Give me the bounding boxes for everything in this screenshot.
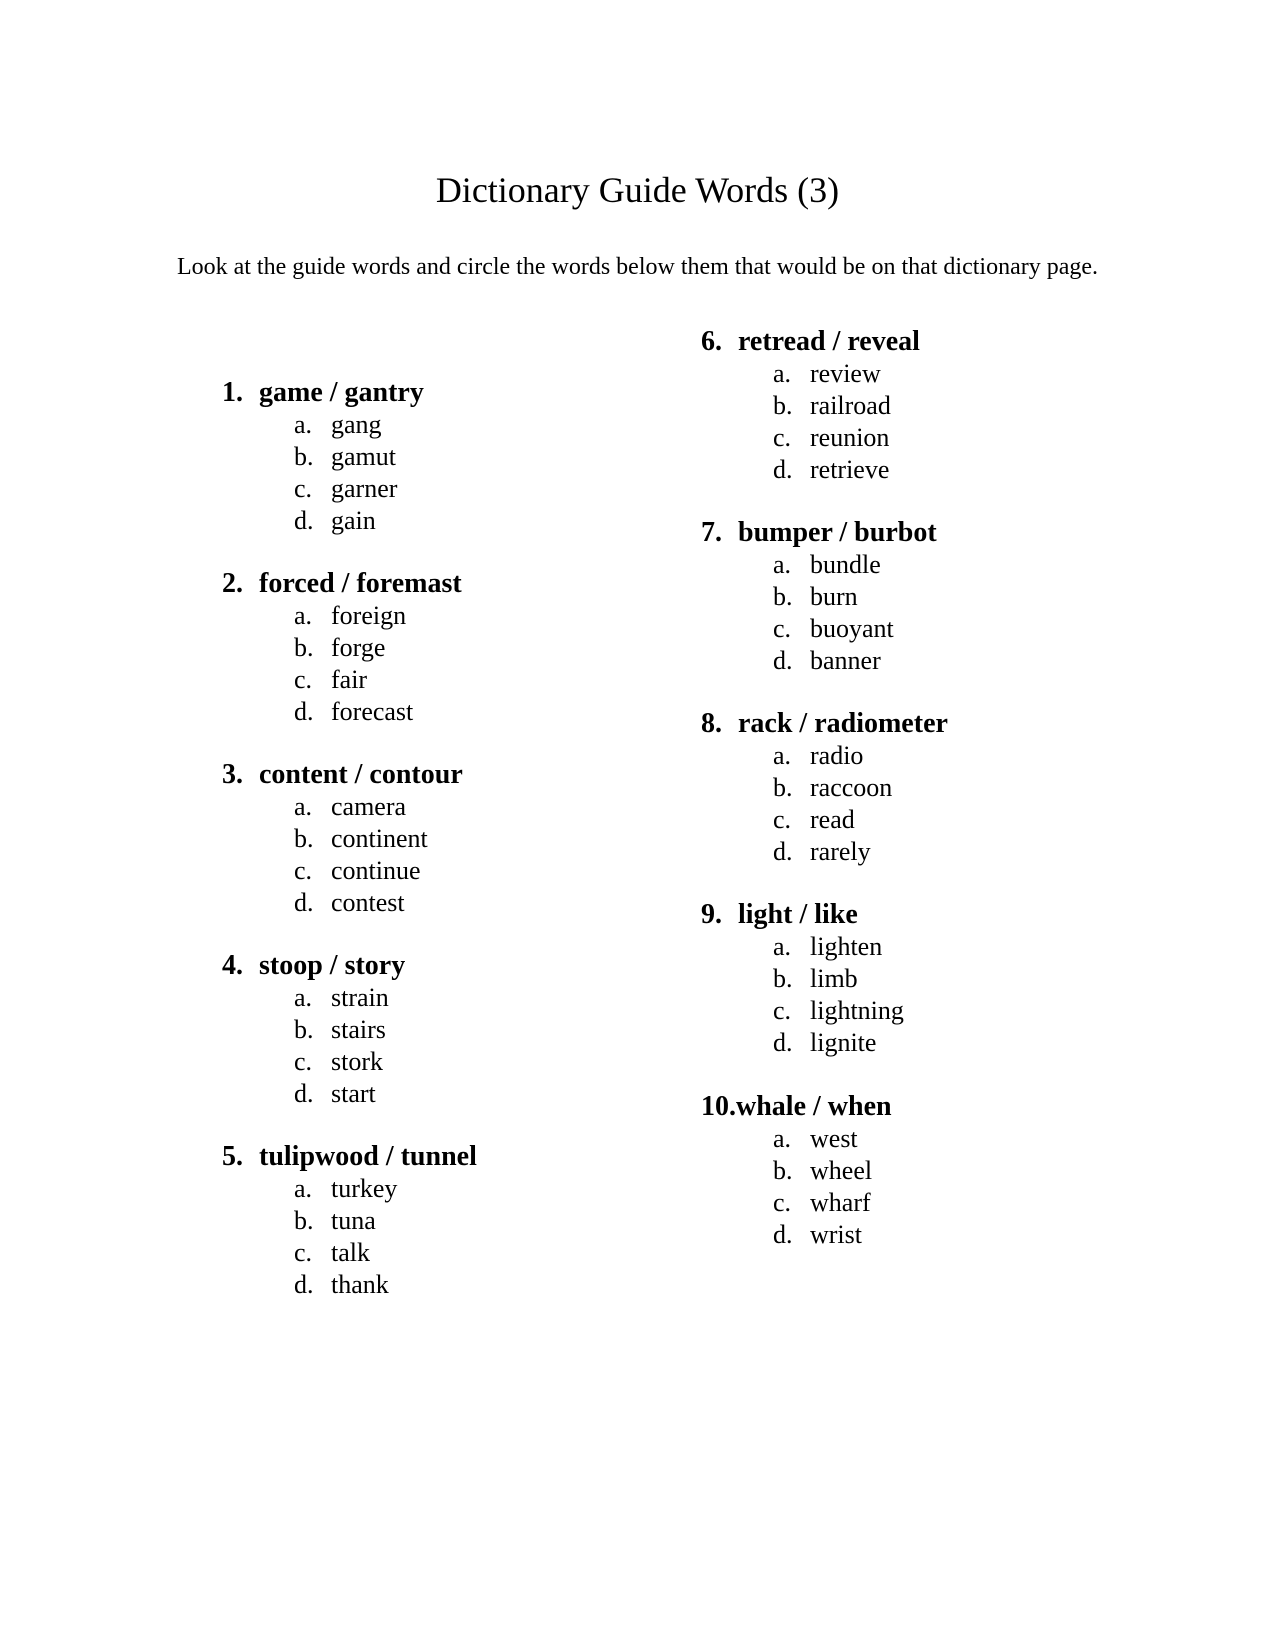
option-a[interactable] <box>701 931 1221 963</box>
option-word[interactable]: gamut <box>331 442 396 471</box>
option-word[interactable]: contest <box>331 888 405 917</box>
question-8 <box>701 708 1221 868</box>
option-word[interactable]: wharf <box>810 1188 871 1217</box>
option-b[interactable] <box>701 772 1221 804</box>
option-word[interactable]: forge <box>331 633 386 662</box>
option-c[interactable] <box>222 473 742 505</box>
option-word[interactable]: start <box>331 1079 376 1108</box>
guide-words: content / contour <box>259 759 463 790</box>
option-word[interactable]: fair <box>331 665 368 694</box>
option-word[interactable]: retrieve <box>810 455 890 484</box>
question-heading <box>222 759 742 791</box>
option-c[interactable] <box>701 422 1221 454</box>
guide-words: bumper / burbot <box>738 517 937 548</box>
option-word[interactable]: tuna <box>331 1206 376 1235</box>
question-7 <box>701 517 1221 677</box>
question-9 <box>701 899 1221 1059</box>
guide-words: rack / radiometer <box>738 708 948 739</box>
option-d[interactable] <box>222 1269 742 1301</box>
guide-words: retread / reveal <box>738 326 920 357</box>
option-letter: c. <box>294 665 313 694</box>
option-letter: d. <box>773 455 793 484</box>
option-letter: d. <box>773 837 793 866</box>
option-b[interactable] <box>701 1155 1221 1187</box>
option-word[interactable]: camera <box>331 792 407 821</box>
option-letter: b. <box>294 1206 314 1235</box>
option-word[interactable]: gang <box>331 410 382 439</box>
option-letter: b. <box>294 824 314 853</box>
guide-words: forced / foremast <box>259 568 462 599</box>
option-letter: a. <box>773 1124 792 1153</box>
question-heading <box>222 1141 742 1173</box>
option-list <box>701 931 1221 1059</box>
guide-words: stoop / story <box>259 950 406 981</box>
option-letter: d. <box>294 888 314 917</box>
option-d[interactable] <box>222 887 742 919</box>
option-d[interactable] <box>222 505 742 537</box>
option-letter: b. <box>773 582 793 611</box>
option-word[interactable]: gain <box>331 506 376 535</box>
option-letter: d. <box>773 1220 793 1249</box>
option-word[interactable]: stairs <box>331 1015 386 1044</box>
guide-words: tulipwood / tunnel <box>259 1141 477 1172</box>
option-word[interactable]: forecast <box>331 697 414 726</box>
option-word[interactable]: read <box>810 805 855 834</box>
option-letter: c. <box>773 614 792 643</box>
option-b[interactable] <box>701 390 1221 422</box>
option-d[interactable] <box>222 696 742 728</box>
option-word[interactable]: wrist <box>810 1220 862 1249</box>
option-word[interactable]: burn <box>810 582 858 611</box>
question-heading <box>701 899 1221 931</box>
option-word[interactable]: limb <box>810 964 858 993</box>
option-word[interactable]: strain <box>331 983 389 1012</box>
option-d[interactable] <box>222 1078 742 1110</box>
question-number: 5. <box>222 1141 243 1172</box>
option-word[interactable]: lighten <box>810 932 883 961</box>
option-d[interactable] <box>701 645 1221 677</box>
option-letter: d. <box>294 1270 314 1299</box>
option-word[interactable]: banner <box>810 646 881 675</box>
option-word[interactable]: talk <box>331 1238 370 1267</box>
option-list <box>701 358 1221 486</box>
question-6 <box>701 326 1221 486</box>
option-c[interactable] <box>701 804 1221 836</box>
option-letter: a. <box>294 1174 313 1203</box>
option-c[interactable] <box>222 664 742 696</box>
option-word[interactable]: lightning <box>810 996 904 1025</box>
question-number: 7. <box>701 517 722 548</box>
option-list <box>701 740 1221 868</box>
question-number: 4. <box>222 950 243 981</box>
option-word[interactable]: continent <box>331 824 428 853</box>
option-letter: c. <box>294 1047 313 1076</box>
question-2 <box>222 568 742 728</box>
option-a[interactable] <box>222 791 742 823</box>
question-number: 8. <box>701 708 722 739</box>
question-4 <box>222 950 742 1110</box>
instructions: Look at the guide words and circle the words below them that would be on that dictionary page. <box>176 254 1099 280</box>
guide-words: light / like <box>738 899 858 930</box>
option-letter: a. <box>294 792 313 821</box>
question-3 <box>222 759 742 919</box>
option-list <box>222 982 742 1110</box>
option-word[interactable]: garner <box>331 474 398 503</box>
question-heading <box>222 377 742 409</box>
option-letter: a. <box>773 741 792 770</box>
option-b[interactable] <box>701 963 1221 995</box>
option-a[interactable] <box>222 409 742 441</box>
option-letter: c. <box>773 1188 792 1217</box>
option-c[interactable] <box>701 995 1221 1027</box>
option-word[interactable]: foreign <box>331 601 407 630</box>
option-a[interactable] <box>701 740 1221 772</box>
question-number: 9. <box>701 899 722 930</box>
question-number: 1. <box>222 377 243 408</box>
option-list <box>222 791 742 919</box>
guide-words: game / gantry <box>259 377 424 408</box>
option-word[interactable]: thank <box>331 1270 389 1299</box>
option-list <box>701 1123 1221 1251</box>
option-letter: c. <box>294 474 313 503</box>
option-b[interactable] <box>222 823 742 855</box>
option-word[interactable]: wheel <box>810 1156 873 1185</box>
option-letter: c. <box>773 805 792 834</box>
option-letter: b. <box>294 633 314 662</box>
option-letter: d. <box>294 697 314 726</box>
option-c[interactable] <box>222 855 742 887</box>
question-number: 2. <box>222 568 243 599</box>
option-word[interactable]: raccoon <box>810 773 893 802</box>
option-d[interactable] <box>701 836 1221 868</box>
option-word[interactable]: stork <box>331 1047 383 1076</box>
option-b[interactable] <box>222 1014 742 1046</box>
option-word[interactable]: lignite <box>810 1028 877 1057</box>
question-heading <box>222 568 742 600</box>
option-letter: a. <box>294 601 313 630</box>
option-word[interactable]: west <box>810 1124 858 1153</box>
question-heading <box>701 517 1221 549</box>
option-letter: c. <box>294 856 313 885</box>
option-letter: c. <box>294 1238 313 1267</box>
option-b[interactable] <box>222 441 742 473</box>
guide-words: whale / when <box>736 1091 892 1122</box>
option-letter: d. <box>773 1028 793 1057</box>
option-b[interactable] <box>222 632 742 664</box>
question-heading <box>701 708 1221 740</box>
option-letter: a. <box>773 550 792 579</box>
option-d[interactable] <box>701 1027 1221 1059</box>
option-word[interactable]: review <box>810 359 881 388</box>
option-letter: b. <box>773 964 793 993</box>
option-letter: c. <box>773 423 792 452</box>
question-number: 10. <box>701 1091 736 1122</box>
option-letter: a. <box>773 932 792 961</box>
question-number: 6. <box>701 326 722 357</box>
option-letter: b. <box>773 773 793 802</box>
option-letter: d. <box>773 646 793 675</box>
question-10 <box>701 1091 1221 1251</box>
option-d[interactable] <box>701 1219 1221 1251</box>
option-letter: c. <box>773 996 792 1025</box>
question-heading <box>701 1091 1221 1123</box>
question-heading <box>701 326 1221 358</box>
option-d[interactable] <box>701 454 1221 486</box>
option-list <box>222 409 742 537</box>
option-letter: b. <box>773 391 793 420</box>
option-letter: d. <box>294 506 314 535</box>
option-a[interactable] <box>222 982 742 1014</box>
option-a[interactable] <box>222 1173 742 1205</box>
page-title: Dictionary Guide Words (3) <box>435 170 840 210</box>
option-letter: b. <box>294 442 314 471</box>
question-heading <box>222 950 742 982</box>
option-word[interactable]: bundle <box>810 550 881 579</box>
option-word[interactable]: buoyant <box>810 614 894 643</box>
question-number: 3. <box>222 759 243 790</box>
option-list <box>701 549 1221 677</box>
option-c[interactable] <box>701 613 1221 645</box>
option-list <box>222 1173 742 1301</box>
option-letter: d. <box>294 1079 314 1108</box>
option-word[interactable]: turkey <box>331 1174 398 1203</box>
question-5 <box>222 1141 742 1301</box>
option-c[interactable] <box>222 1237 742 1269</box>
option-letter: a. <box>773 359 792 388</box>
option-word[interactable]: radio <box>810 741 864 770</box>
option-c[interactable] <box>222 1046 742 1078</box>
option-b[interactable] <box>701 581 1221 613</box>
option-a[interactable] <box>701 358 1221 390</box>
option-letter: a. <box>294 983 313 1012</box>
option-letter: a. <box>294 410 313 439</box>
option-word[interactable]: rarely <box>810 837 871 866</box>
option-word[interactable]: railroad <box>810 391 891 420</box>
option-letter: b. <box>294 1015 314 1044</box>
option-a[interactable] <box>701 1123 1221 1155</box>
option-word[interactable]: reunion <box>810 423 890 452</box>
option-a[interactable] <box>701 549 1221 581</box>
option-a[interactable] <box>222 600 742 632</box>
question-1 <box>222 377 742 537</box>
option-list <box>222 600 742 728</box>
option-c[interactable] <box>701 1187 1221 1219</box>
option-letter: b. <box>773 1156 793 1185</box>
option-b[interactable] <box>222 1205 742 1237</box>
option-word[interactable]: continue <box>331 856 421 885</box>
